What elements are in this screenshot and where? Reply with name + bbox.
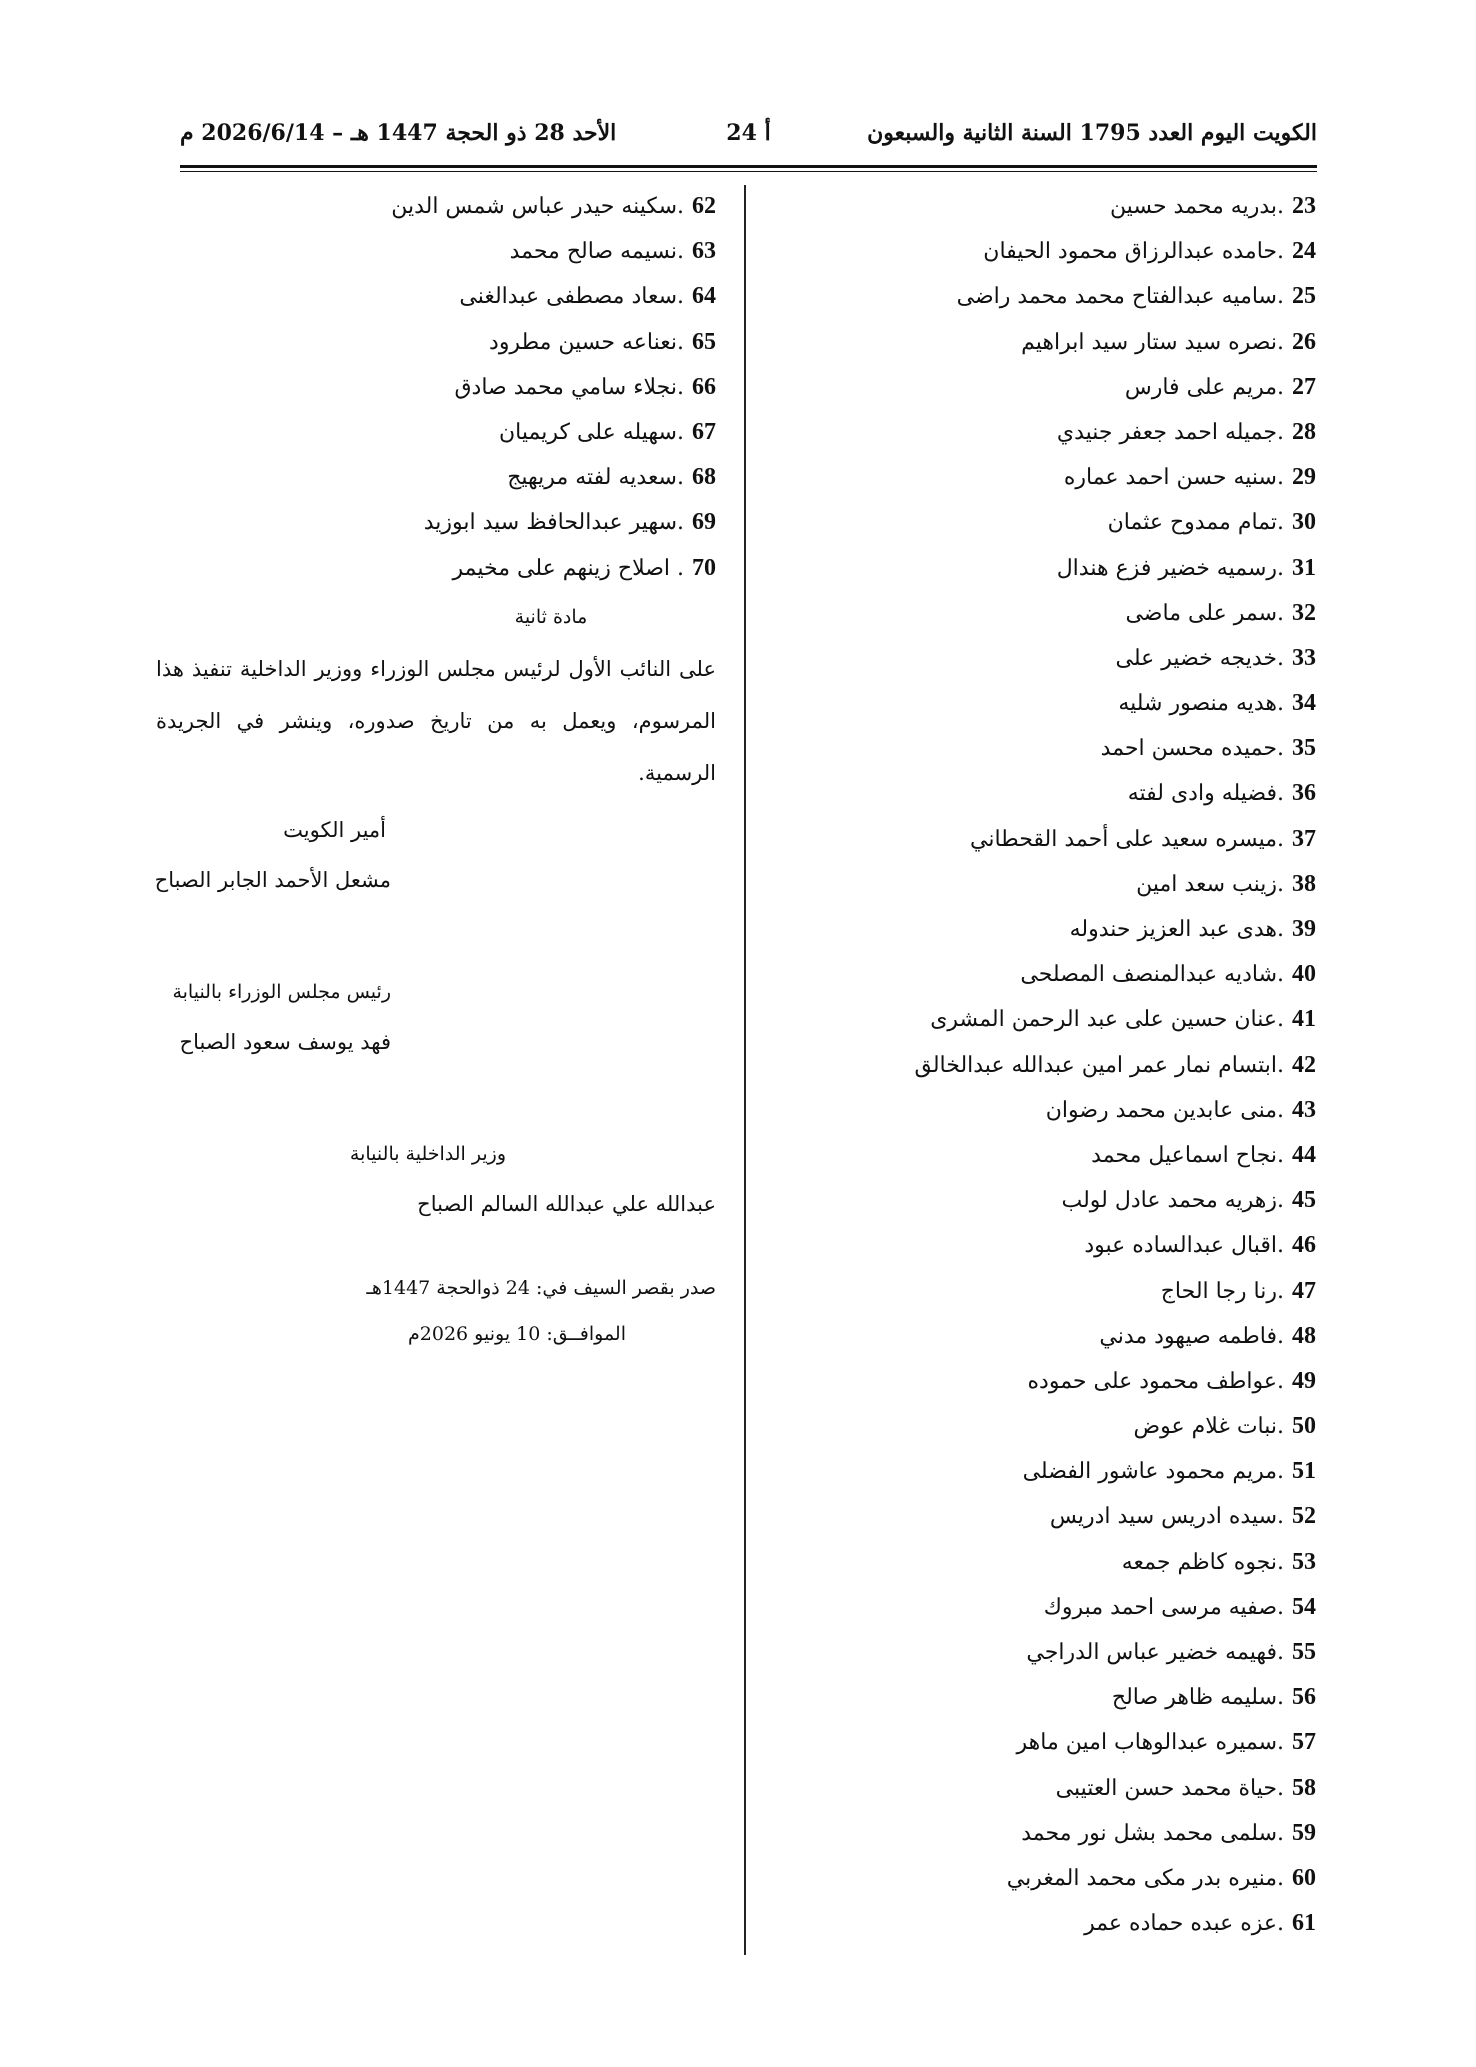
column-divider (744, 185, 746, 1955)
list-item (756, 1498, 1316, 1543)
list-item (756, 1544, 1316, 1589)
item-name: .رسميه خضير فزع هندال (1056, 555, 1284, 581)
item-number: 37 (1292, 825, 1316, 852)
item-name: .هدى عبد العزيز حندوله (1069, 917, 1284, 942)
list-item (756, 414, 1316, 459)
item-name: .نسيمه صالح محمد (509, 239, 684, 265)
list-item (156, 369, 716, 414)
item-number: 55 (1292, 1639, 1316, 1665)
item-name: .هديه منصور شليه (1118, 691, 1284, 717)
right-column-list (756, 188, 1316, 1950)
list-item (156, 324, 716, 369)
item-name: .نجلاء سامي محمد صادق (454, 374, 684, 400)
item-number: 54 (1292, 1593, 1316, 1620)
header-issue-info: الكويت اليوم العدد 1795 السنة الثانية والسبعون (867, 120, 1317, 146)
item-number: 31 (1292, 554, 1316, 581)
item-number: 69 (692, 509, 716, 536)
item-name: .فهيمه خضير عباس الدراجي (1026, 1640, 1284, 1665)
item-name: .ساميه عبدالفتاح محمد محمد راضى (956, 284, 1284, 310)
left-column (156, 188, 716, 1357)
item-number: 40 (1292, 961, 1316, 988)
list-item (756, 1227, 1316, 1272)
item-number: 38 (1292, 870, 1316, 897)
item-number: 35 (1292, 735, 1316, 762)
list-item (156, 188, 716, 233)
item-name: .شاديه عبدالمنصف المصلحى (1020, 962, 1284, 988)
item-number: 60 (1292, 1864, 1316, 1891)
item-name: .سمر على ماضى (1125, 600, 1284, 626)
item-name: .حامده عبدالرزاق محمود الحيفان (983, 239, 1284, 265)
item-name: .صفيه مرسى احمد مبروك (1043, 1594, 1284, 1620)
item-number: 25 (1292, 283, 1316, 310)
item-number: 63 (692, 238, 716, 265)
item-number: 68 (692, 464, 716, 491)
item-number: 65 (692, 328, 716, 355)
list-item (756, 1679, 1316, 1724)
item-name: .نجاح اسماعيل محمد (1091, 1142, 1284, 1168)
list-item (756, 911, 1316, 956)
item-name: .حميده محسن احمد (1100, 736, 1284, 762)
item-name: .ميسره سعيد على أحمد القحطاني (970, 826, 1284, 852)
list-item (156, 504, 716, 549)
list-item (756, 1363, 1316, 1408)
list-item (156, 278, 716, 323)
interior-minister-name: عبدالله علي عبدالله السالم الصباح (417, 1191, 716, 1216)
list-item (756, 1634, 1316, 1679)
list-item (756, 1092, 1316, 1137)
item-number: 48 (1292, 1322, 1316, 1349)
item-name: .سيده ادريس سيد ادريس (1049, 1504, 1284, 1530)
item-number: 66 (692, 373, 716, 400)
item-name: . اصلاح زينهم على مخيمر (452, 555, 684, 581)
left-column-list (156, 188, 716, 595)
header-date: الأحد 28 ذو الحجة 1447 هـ – 2026/6/14 م (180, 120, 617, 146)
list-item (756, 1047, 1316, 1092)
list-item (156, 414, 716, 459)
issued-place-date: صدر بقصر السيف في: 24 ذوالحجة 1447هـ (366, 1276, 716, 1299)
list-item (756, 640, 1316, 685)
item-number: 47 (1292, 1277, 1316, 1304)
item-number: 36 (1292, 780, 1316, 807)
item-number: 67 (692, 418, 716, 445)
item-number: 41 (1292, 1006, 1316, 1033)
list-item (756, 1318, 1316, 1363)
item-number: 70 (692, 554, 716, 581)
item-number: 26 (1292, 328, 1316, 355)
list-item (756, 1137, 1316, 1182)
interior-minister-title: وزير الداخلية بالنيابة (349, 1142, 506, 1165)
item-number: 30 (1292, 509, 1316, 536)
item-name: .عواطف محمود على حموده (1027, 1368, 1284, 1394)
list-item (756, 730, 1316, 775)
item-name: .سلمى محمد بشل نور محمد (1021, 1820, 1284, 1846)
item-number: 58 (1292, 1774, 1316, 1801)
article-text: على النائب الأول لرئيس مجلس الوزراء ووزير الداخلية تنفيذ هذا المرسوم، ويعمل به من تاريخ صدوره، وينشر في الجريدة الرسمية. (156, 656, 716, 785)
list-item (756, 369, 1316, 414)
article-title: مادة ثانية (514, 605, 588, 628)
list-item (756, 595, 1316, 640)
list-item (756, 188, 1316, 233)
item-number: 61 (1292, 1910, 1316, 1937)
item-name: .منى عابدين محمد رضوان (1045, 1097, 1284, 1123)
item-number: 29 (1292, 464, 1316, 491)
item-name: .فاطمه صيهود مدني (1099, 1323, 1284, 1349)
list-item (756, 504, 1316, 549)
item-number: 57 (1292, 1729, 1316, 1756)
item-name: .اقبال عبدالساده عبود (1084, 1233, 1284, 1259)
list-item (756, 1770, 1316, 1815)
item-number: 49 (1292, 1367, 1316, 1394)
item-name: .فضيله وادى لفته (1127, 781, 1284, 807)
item-name: .عزه عبده حماده عمر (1084, 1911, 1284, 1937)
item-name: .تمام ممدوح عثمان (1107, 510, 1284, 536)
item-name: .بدريه محمد حسين (1109, 194, 1284, 219)
item-number: 33 (1292, 644, 1316, 671)
item-number: 39 (1292, 916, 1316, 942)
item-name: .جميله احمد جعفر جنيدي (1056, 419, 1284, 445)
item-number: 59 (1292, 1819, 1316, 1846)
item-name: .سعاد مصطفى عبدالغنى (459, 284, 684, 310)
item-name: .سنيه حسن احمد عماره (1063, 465, 1284, 491)
item-number: 28 (1292, 418, 1316, 445)
item-name: .سليمه ظاهر صالح (1111, 1685, 1284, 1711)
item-name: .نعناعه حسين مطرود (489, 329, 684, 355)
list-item (156, 233, 716, 278)
item-number: 62 (692, 193, 716, 219)
list-item (756, 1453, 1316, 1498)
item-name: .حياة محمد حسن العتيبى (1055, 1775, 1284, 1801)
item-number: 52 (1292, 1503, 1316, 1530)
item-name: .زينب سعد امين (1136, 871, 1284, 897)
item-number: 64 (692, 283, 716, 310)
list-item (756, 1589, 1316, 1634)
item-number: 45 (1292, 1187, 1316, 1214)
item-name: .منيره بدر مكى محمد المغربي (1006, 1865, 1284, 1891)
item-name: .نبات غلام عوض (1133, 1414, 1284, 1440)
pm-title: رئيس مجلس الوزراء بالنيابة (172, 980, 391, 1003)
list-item (756, 324, 1316, 369)
item-number: 34 (1292, 690, 1316, 717)
item-name: .عنان حسين على عبد الرحمن المشرى (930, 1007, 1284, 1033)
list-item (756, 821, 1316, 866)
item-number: 51 (1292, 1458, 1316, 1485)
item-name: .مريم محمود عاشور الفضلى (1022, 1459, 1284, 1485)
item-number: 23 (1292, 193, 1316, 219)
item-name: .نجوه كاظم جمعه (1121, 1549, 1284, 1575)
item-number: 43 (1292, 1096, 1316, 1123)
item-number: 32 (1292, 599, 1316, 626)
item-number: 56 (1292, 1684, 1316, 1711)
item-number: 42 (1292, 1051, 1316, 1078)
emir-name: مشعل الأحمد الجابر الصباح (154, 867, 391, 892)
list-item (756, 233, 1316, 278)
list-item (156, 550, 716, 595)
list-item (156, 459, 716, 504)
pm-name: فهد يوسف سعود الصباح (179, 1029, 391, 1054)
list-item (756, 775, 1316, 820)
item-name: .سكينه حيدر عباس شمس الدين (391, 194, 684, 219)
emir-title: أمير الكويت (283, 817, 386, 842)
list-item (756, 1408, 1316, 1453)
item-number: 50 (1292, 1413, 1316, 1440)
list-item (756, 866, 1316, 911)
item-name: .سميره عبدالوهاب امين ماهر (1016, 1730, 1284, 1756)
item-name: .نصره سيد ستار سيد ابراهيم (1021, 329, 1284, 355)
item-number: 44 (1292, 1141, 1316, 1168)
item-name: .سعديه لفته مريهيج (507, 465, 684, 491)
item-name: .رنا رجا الحاج (1160, 1278, 1284, 1304)
list-item (756, 1724, 1316, 1769)
item-name: .سهير عبدالحافظ سيد ابوزيد (423, 510, 684, 536)
header-page-number: أ 24 (726, 120, 771, 146)
item-name: .مريم على فارس (1124, 374, 1284, 400)
list-item (756, 278, 1316, 323)
item-name: .خديجه خضير على (1115, 645, 1284, 671)
list-item (756, 1815, 1316, 1860)
list-item (756, 550, 1316, 595)
list-item (756, 1001, 1316, 1046)
item-name: .سهيله على كريميان (499, 419, 684, 445)
item-number: 46 (1292, 1232, 1316, 1259)
list-item (756, 1860, 1316, 1905)
list-item (756, 459, 1316, 504)
item-number: 53 (1292, 1548, 1316, 1575)
issued-gregorian-date: الموافــق: 10 يونيو 2026م (408, 1322, 626, 1345)
list-item (756, 1182, 1316, 1227)
item-name: .ابتسام نمار عمر امين عبدالله عبدالخالق (914, 1052, 1284, 1078)
item-name: .زهريه محمد عادل لولب (1061, 1188, 1284, 1214)
list-item (756, 1905, 1316, 1950)
list-item (756, 956, 1316, 1001)
header-rule-thick (180, 165, 1317, 168)
page-header (180, 120, 1317, 164)
header-rule-thin (180, 171, 1317, 172)
list-item (756, 685, 1316, 730)
item-number: 27 (1292, 373, 1316, 400)
item-number: 24 (1292, 238, 1316, 265)
list-item (756, 1273, 1316, 1318)
